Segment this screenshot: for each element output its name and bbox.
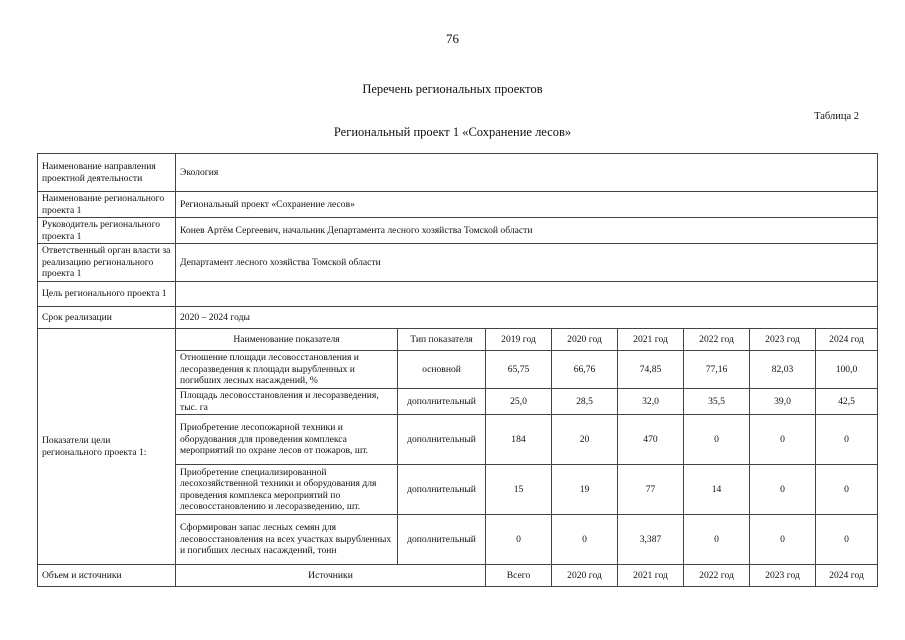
funding-header-row bbox=[38, 565, 878, 587]
indicator-value-2021: 3,387 bbox=[618, 515, 684, 565]
responsible-value: Департамент лесного хозяйства Томской области bbox=[176, 244, 878, 282]
indicator-header-2019: 2019 год bbox=[486, 329, 552, 351]
indicator-header-name: Наименование показателя bbox=[176, 329, 398, 351]
funding-header-2020: 2020 год bbox=[552, 565, 618, 587]
indicator-value-2023: 0 bbox=[750, 415, 816, 465]
direction-value: Экология bbox=[176, 154, 878, 192]
indicator-type: дополнительный bbox=[398, 465, 486, 515]
row-goal bbox=[38, 282, 878, 307]
responsible-label: Ответственный орган власти за реализацию регионального проекта 1 bbox=[38, 244, 176, 282]
funding-header-2022: 2022 год bbox=[684, 565, 750, 587]
indicator-value-2019: 25,0 bbox=[486, 389, 552, 415]
funding-header-sources: Источники bbox=[176, 565, 486, 587]
indicator-value-2019: 65,75 bbox=[486, 351, 552, 389]
indicator-value-2023: 39,0 bbox=[750, 389, 816, 415]
manager-label: Руководитель регионального проекта 1 bbox=[38, 218, 176, 244]
indicator-type: основной bbox=[398, 351, 486, 389]
row-period bbox=[38, 307, 878, 329]
goal-label: Цель регионального проекта 1 bbox=[38, 282, 176, 307]
indicator-header-type: Тип показателя bbox=[398, 329, 486, 351]
indicator-value-2019: 184 bbox=[486, 415, 552, 465]
indicator-header-2020: 2020 год bbox=[552, 329, 618, 351]
row-direction bbox=[38, 154, 878, 192]
indicator-value-2022: 77,16 bbox=[684, 351, 750, 389]
indicators-section-label: Показатели цели регионального проекта 1: bbox=[38, 329, 176, 565]
indicator-name: Площадь лесовосстановления и лесоразведения, тыс. га bbox=[176, 389, 398, 415]
indicator-value-2021: 470 bbox=[618, 415, 684, 465]
page-number: 76 bbox=[446, 31, 459, 46]
indicator-value-2024: 100,0 bbox=[816, 351, 878, 389]
indicator-value-2023: 0 bbox=[750, 465, 816, 515]
indicator-name: Приобретение лесопожарной техники и оборудования для проведения комплекса мероприятий по охране лесов от пожаров, шт. bbox=[176, 415, 398, 465]
indicator-name: Сформирован запас лесных семян для лесовосстановления на всех участках вырубленных и погибших лесных насаждений, тонн bbox=[176, 515, 398, 565]
indicator-value-2022: 14 bbox=[684, 465, 750, 515]
project-table bbox=[37, 153, 878, 587]
period-label: Срок реализации bbox=[38, 307, 176, 329]
indicator-type: дополнительный bbox=[398, 515, 486, 565]
document-title: Перечень региональных проектов bbox=[362, 82, 543, 96]
indicator-value-2021: 32,0 bbox=[618, 389, 684, 415]
indicator-value-2021: 77 bbox=[618, 465, 684, 515]
indicator-value-2024: 0 bbox=[816, 415, 878, 465]
indicator-value-2022: 35,5 bbox=[684, 389, 750, 415]
indicators-header-row bbox=[38, 329, 878, 351]
indicator-value-2019: 0 bbox=[486, 515, 552, 565]
indicator-header-2021: 2021 год bbox=[618, 329, 684, 351]
indicator-value-2023: 0 bbox=[750, 515, 816, 565]
table-label: Таблица 2 bbox=[814, 111, 859, 122]
indicator-value-2019: 15 bbox=[486, 465, 552, 515]
indicator-value-2020: 28,5 bbox=[552, 389, 618, 415]
row-project-name bbox=[38, 192, 878, 218]
indicator-type: дополнительный bbox=[398, 415, 486, 465]
indicator-name: Отношение площади лесовосстановления и лесоразведения к площади вырубленных и погибших лесных насаждений, % bbox=[176, 351, 398, 389]
direction-label: Наименование направления проектной деятельности bbox=[38, 154, 176, 192]
indicator-value-2024: 0 bbox=[816, 515, 878, 565]
period-value: 2020 – 2024 годы bbox=[176, 307, 878, 329]
indicator-value-2020: 66,76 bbox=[552, 351, 618, 389]
project-name-label: Наименование регионального проекта 1 bbox=[38, 192, 176, 218]
indicator-header-2024: 2024 год bbox=[816, 329, 878, 351]
funding-header-2024: 2024 год bbox=[816, 565, 878, 587]
indicator-value-2022: 0 bbox=[684, 415, 750, 465]
indicator-value-2023: 82,03 bbox=[750, 351, 816, 389]
indicator-value-2020: 20 bbox=[552, 415, 618, 465]
funding-header-2023: 2023 год bbox=[750, 565, 816, 587]
project-title: Региональный проект 1 «Сохранение лесов» bbox=[333, 125, 572, 139]
funding-header-total: Всего bbox=[486, 565, 552, 587]
indicator-value-2024: 42,5 bbox=[816, 389, 878, 415]
indicator-value-2021: 74,85 bbox=[618, 351, 684, 389]
row-manager bbox=[38, 218, 878, 244]
manager-value: Конев Артём Сергеевич, начальник Департамента лесного хозяйства Томской области bbox=[176, 218, 878, 244]
indicator-header-2023: 2023 год bbox=[750, 329, 816, 351]
funding-header-2021: 2021 год bbox=[618, 565, 684, 587]
indicator-header-2022: 2022 год bbox=[684, 329, 750, 351]
funding-label: Объем и источники bbox=[38, 565, 176, 587]
indicator-value-2024: 0 bbox=[816, 465, 878, 515]
indicator-value-2020: 19 bbox=[552, 465, 618, 515]
indicator-type: дополнительный bbox=[398, 389, 486, 415]
indicator-value-2022: 0 bbox=[684, 515, 750, 565]
row-responsible bbox=[38, 244, 878, 282]
project-name-value: Региональный проект «Сохранение лесов» bbox=[176, 192, 878, 218]
indicator-name: Приобретение специализированной лесохозяйственной техники и оборудования для проведения комплекса мероприятий по лесовосстановлению и лесоразведению, шт. bbox=[176, 465, 398, 515]
goal-value bbox=[176, 282, 878, 307]
indicator-value-2020: 0 bbox=[552, 515, 618, 565]
